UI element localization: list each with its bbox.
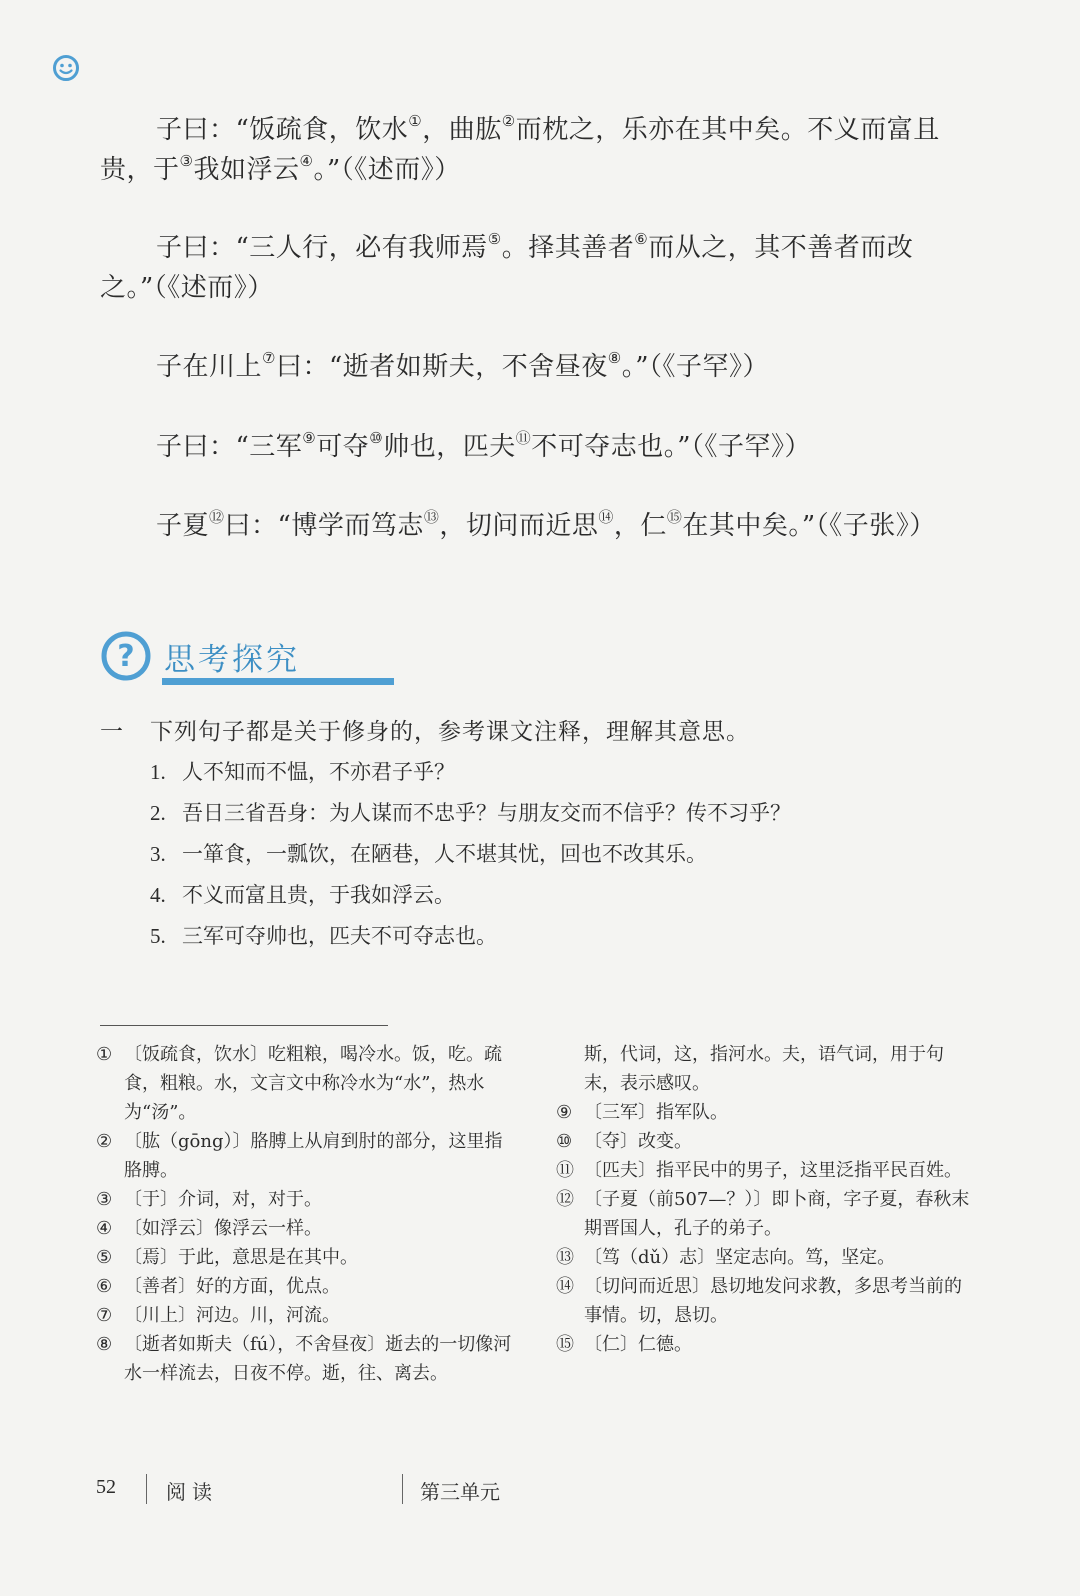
passage-text: 子曰：“三军 xyxy=(156,432,303,462)
passage-text: ，切问而近思 xyxy=(439,511,599,541)
footnote: ⑪ 〔匹夫〕指平民中的男子，这里泛指平民百姓。 xyxy=(556,1160,962,1181)
page-footer xyxy=(0,1470,1080,1510)
question-icon xyxy=(100,630,152,682)
footnote: ⑬ 〔笃（dǔ）志〕坚定志向。笃，坚定。 xyxy=(556,1247,896,1268)
passage-text: 曰：“逝者如斯夫，不舍昼夜 xyxy=(275,352,608,382)
footnote-divider xyxy=(100,1025,388,1026)
footer-section: 阅读 xyxy=(166,1480,218,1504)
section-heading xyxy=(100,630,400,690)
footer-divider xyxy=(402,1474,403,1504)
footnote-marker: ⑥ xyxy=(634,230,649,248)
exercise-item: 1. 人不知而不愠，不亦君子乎？ xyxy=(150,760,455,784)
smiley-icon xyxy=(52,54,80,82)
passage-text: 曰：“博学而笃志 xyxy=(224,511,424,541)
footnote: ④ 〔如浮云〕像浮云一样。 xyxy=(96,1218,322,1239)
footnote-marker: ⑤ xyxy=(487,230,502,248)
footnote: ⑭ 〔切问而近思〕恳切地发问求教，多思考当前的事情。切，恳切。 xyxy=(556,1276,962,1326)
passage-text: 。择其善者 xyxy=(501,233,635,263)
footnote: ⑨ 〔三军〕指军队。 xyxy=(556,1102,728,1123)
passage-text: 可夺 xyxy=(316,432,370,462)
footnote-marker: ⑩ xyxy=(369,429,384,447)
passage-text: 子在川上 xyxy=(156,352,263,382)
footnote: ⑧ 〔逝者如斯夫（fú），不舍昼夜〕逝去的一切像河水一样流去，日夜不停。逝，往、离去。 xyxy=(96,1334,512,1384)
exercise-prompt xyxy=(100,712,980,752)
footnote: ② 〔肱（gōng）〕胳膊上从肩到肘的部分，这里指胳膊。 xyxy=(96,1131,503,1181)
exercise-block xyxy=(100,712,980,957)
passage-text: 子曰：“三人行，必有我师焉 xyxy=(156,233,488,263)
footnote-marker: ② xyxy=(501,112,516,130)
footnote-marker: ⑪ xyxy=(515,429,532,447)
passage-text: 子曰：“饭疏食，饮水 xyxy=(156,115,409,145)
footnotes-right xyxy=(556,1040,976,1359)
exercise-item: 2. 吾日三省吾身：为人谋而不忠乎？与朋友交而不信乎？传不习乎？ xyxy=(150,801,791,825)
passage-text: 我如浮云 xyxy=(193,155,300,185)
footnote: ⑩ 〔夺〕改变。 xyxy=(556,1131,692,1152)
passage-text: 而枕之，乐亦在其中矣。不义而富且贵，于 xyxy=(100,115,940,185)
footnote-marker: ⑮ xyxy=(666,508,683,526)
passage-text: 在其中矣。”（《子张》） xyxy=(682,511,936,541)
footnote-marker: ⑭ xyxy=(598,508,614,526)
passage-5 xyxy=(100,506,990,546)
footnote-marker: ⑫ xyxy=(209,508,225,526)
footnote-marker: ④ xyxy=(299,152,314,170)
footnote-marker: ⑦ xyxy=(262,349,276,367)
passage-4 xyxy=(100,427,990,467)
footnote: ⑤ 〔焉〕于此，意思是在其中。 xyxy=(96,1247,358,1268)
footnote-marker: ⑨ xyxy=(302,429,317,447)
footnote: ⑦ 〔川上〕河边。川，河流。 xyxy=(96,1305,340,1326)
footnote: ③ 〔于〕介词，对，对于。 xyxy=(96,1189,322,1210)
exercise-number: 一 xyxy=(100,719,124,745)
footnote: ⑥ 〔善者〕好的方面，优点。 xyxy=(96,1276,340,1297)
passage-text: 不可夺志也。”（《子罕》） xyxy=(531,432,812,462)
footer-divider xyxy=(146,1474,147,1504)
exercise-prompt-text: 下列句子都是关于修身的，参考课文注释，理解其意思。 xyxy=(150,719,750,745)
exercise-item: 4. 不义而富且贵，于我如浮云。 xyxy=(150,883,455,907)
footnote: ⑮ 〔仁〕仁德。 xyxy=(556,1334,692,1355)
passage-text: 而从之，其不善者而改之。”（《述而》） xyxy=(100,233,914,303)
svg-text:?: ? xyxy=(117,639,135,674)
title-underline xyxy=(162,678,394,685)
passage-text: ，仁 xyxy=(613,511,667,541)
passage-text: 帅也，匹夫 xyxy=(383,432,516,462)
footnote-continuation: 斯，代词，这，指河水。夫，语气词，用于句末，表示感叹。 xyxy=(584,1044,944,1094)
footnote: ⑫ 〔子夏（前507—？）〕即卜商，字子夏，春秋末期晋国人，孔子的弟子。 xyxy=(556,1189,970,1239)
exercise-item: 3. 一箪食，一瓢饮，在陋巷，人不堪其忧，回也不改其乐。 xyxy=(150,842,707,866)
passage-text: 。”（《子罕》） xyxy=(621,352,770,382)
passage-3 xyxy=(100,347,990,387)
footnote-marker: ③ xyxy=(179,152,194,170)
passage-text: 。”（《述而》） xyxy=(313,155,461,185)
passage-text: ，曲肱 xyxy=(422,115,502,145)
footnote-marker: ⑬ xyxy=(423,508,440,526)
footnote: ① 〔饭疏食，饮水〕吃粗粮，喝冷水。饭，吃。疏食，粗粮。水，文言文中称冷水为“水”，热水为“汤”。 xyxy=(96,1044,502,1123)
footnote-marker: ① xyxy=(408,112,423,130)
passage-1 xyxy=(100,110,990,190)
page-number: 52 xyxy=(96,1476,116,1498)
footer-unit: 第三单元 xyxy=(420,1480,500,1504)
passage-2 xyxy=(100,228,990,308)
footnotes-left xyxy=(96,1040,516,1388)
passage-text: 子夏 xyxy=(156,511,210,541)
section-title: 思考探究 xyxy=(164,642,300,678)
exercise-list xyxy=(100,752,980,957)
exercise-item: 5. 三军可夺帅也，匹夫不可夺志也。 xyxy=(150,924,497,948)
footnote-marker: ⑧ xyxy=(607,349,622,367)
